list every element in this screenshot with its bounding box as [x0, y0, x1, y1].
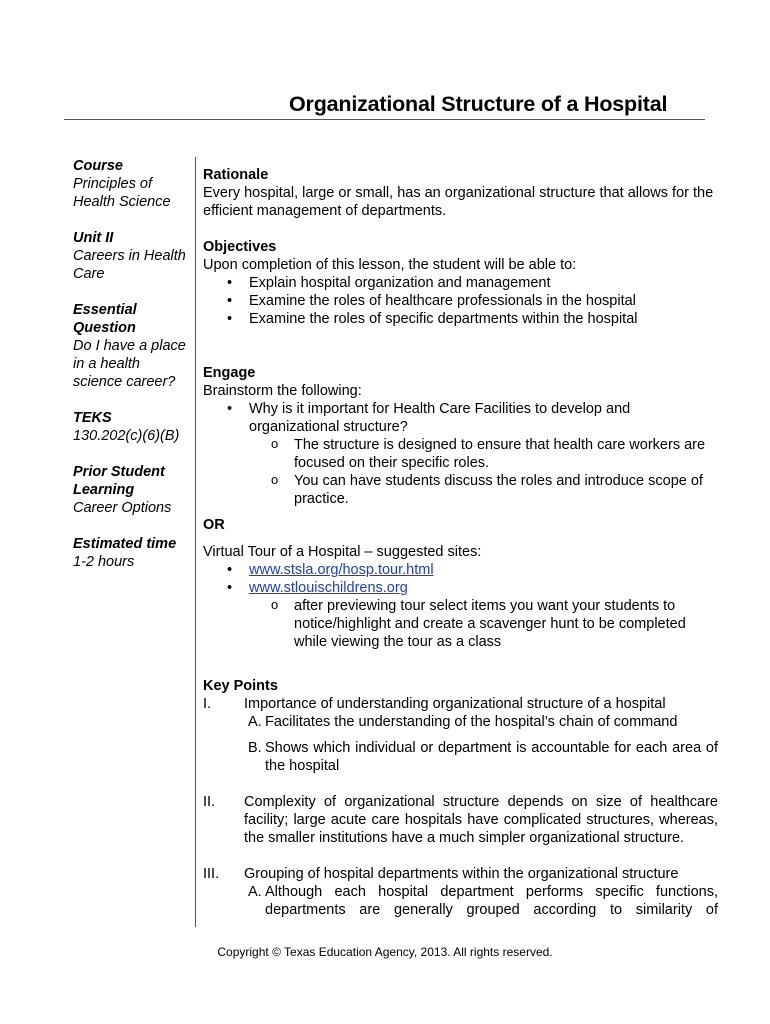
tour-link-stlouischildrens[interactable]: www.stlouischildrens.org: [249, 580, 408, 596]
page-title: Organizational Structure of a Hospital: [289, 92, 668, 116]
engage-intro: Brainstorm the following:: [203, 383, 362, 399]
key-point-text: Grouping of hospital departments within the organizational structure: [244, 866, 679, 882]
prior-learning-value: Career Options: [73, 500, 172, 516]
column-divider: [195, 157, 196, 927]
unit-block: [73, 229, 193, 283]
prior-learning-label: Prior Student Learning: [73, 464, 165, 498]
teks-block: [73, 409, 193, 445]
key-point-text: Importance of understanding organizational structure of a hospital: [244, 696, 666, 712]
key-point-sub: [244, 739, 718, 775]
essential-question-block: [73, 301, 193, 391]
objectives-heading: Objectives: [203, 239, 277, 255]
course-value: Principles of Health Science: [73, 176, 171, 210]
teks-label: TEKS: [73, 410, 112, 426]
engage-question: • Why is it important for Health Care Facilities to develop and organizational structure?: [203, 400, 718, 436]
sub-letter: B.: [248, 740, 262, 756]
lesson-body: [203, 166, 718, 919]
key-point-number: I.: [203, 696, 212, 712]
engage-sub-item: o You can have students discuss the roles and introduce scope of practice.: [203, 472, 718, 508]
tour-link-item: [203, 579, 718, 597]
tour-note: o after previewing tour select items you want your students to notice/highlight and create a scavenger hunt to be completed while viewing the tour as a class: [203, 597, 718, 651]
sub-letter: A.: [248, 884, 262, 900]
key-point-2: [203, 793, 718, 847]
essential-question-value: Do I have a place in a health science career?: [73, 338, 186, 390]
key-point-3: [203, 865, 718, 919]
sub-text: Although each hospital department performs specific functions, departments are generally grouped according to similarity of: [265, 884, 718, 918]
rationale-heading: Rationale: [203, 167, 269, 183]
estimated-time-label: Estimated time: [73, 536, 177, 552]
title-divider: [64, 119, 705, 120]
sub-letter: A.: [248, 714, 262, 730]
course-block: [73, 157, 193, 211]
objective-item: • Examine the roles of specific departments within the hospital: [203, 310, 718, 328]
unit-value: Careers in Health Care: [73, 248, 186, 282]
rationale-text: Every hospital, large or small, has an organizational structure that allows for the efficient management of departments.: [203, 185, 714, 219]
engage-heading: Engage: [203, 365, 256, 381]
unit-label: Unit II: [73, 230, 114, 246]
sub-text: Shows which individual or department is accountable for each area of the hospital: [265, 740, 718, 774]
objective-item: • Explain hospital organization and management: [203, 274, 718, 292]
teks-value: 130.202(c)(6)(B): [73, 428, 180, 444]
course-label: Course: [73, 158, 123, 174]
virtual-tour-intro: Virtual Tour of a Hospital – suggested sites:: [203, 544, 482, 560]
key-point-text: Complexity of organizational structure depends on size of healthcare facility; large acute care hospitals have complicated structures, whereas, the smaller institutions have a much simpler organizational structure.: [244, 794, 718, 846]
engage-section: [203, 364, 718, 651]
key-point-1: [203, 695, 718, 775]
or-label: OR: [203, 517, 225, 533]
objective-item: • Examine the roles of healthcare professionals in the hospital: [203, 292, 718, 310]
key-points-heading: Key Points: [203, 678, 278, 694]
prior-learning-block: [73, 463, 193, 517]
rationale-section: [203, 166, 718, 220]
essential-question-label: Essential Question: [73, 302, 137, 336]
key-point-sub: [244, 713, 718, 731]
copyright-footer: Copyright © Texas Education Agency, 2013. All rights reserved.: [217, 945, 553, 959]
key-points-section: [203, 677, 718, 919]
sidebar: [73, 157, 193, 589]
key-point-number: III.: [203, 866, 220, 882]
key-point-number: II.: [203, 794, 216, 810]
key-point-sub: [244, 883, 718, 919]
engage-sub-item: o The structure is designed to ensure that health care workers are focused on their specific roles.: [203, 436, 718, 472]
sub-text: Facilitates the understanding of the hospital’s chain of command: [265, 714, 678, 730]
estimated-time-block: [73, 535, 193, 571]
tour-link-item: [203, 561, 718, 579]
estimated-time-value: 1-2 hours: [73, 554, 135, 570]
objectives-section: [203, 238, 718, 328]
objectives-intro: Upon completion of this lesson, the student will be able to:: [203, 257, 577, 273]
tour-link-stsla[interactable]: www.stsla.org/hosp.tour.html: [249, 562, 434, 578]
